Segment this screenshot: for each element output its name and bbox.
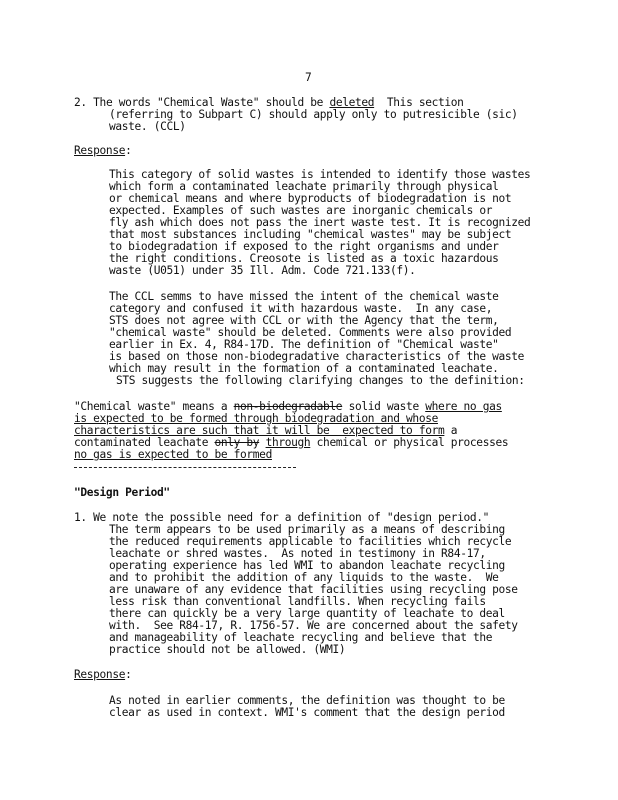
definition-line-5 [74, 449, 272, 461]
comment-item-2-line-3: waste. (CCL) [109, 120, 186, 133]
response-paragraph-1-line: which form a contaminated leachate primarily through physical [109, 180, 499, 193]
response-paragraph-1-line: the right conditions. Creosote is listed as a toxic hazardous [109, 252, 499, 265]
definition-text: "Chemical waste" means a [74, 400, 234, 413]
comment-item-1-line: practice should not be allowed. (WMI) [109, 643, 346, 656]
comment-item-1-line: are unaware of any evidence that facilities using recycling pose [109, 583, 518, 596]
response-paragraph-2-line: The CCL semms to have missed the intent of the chemical waste [109, 290, 499, 303]
comment-item-1-line: the reduced requirements applicable to facilities which recycle [109, 535, 512, 548]
item-number: 2. [74, 96, 87, 109]
response-paragraph-1-line: fly ash which does not pass the inert waste test. It is recognized [109, 216, 531, 229]
response-paragraph-2-line: category and confused it with hazardous waste. In any case, [109, 302, 493, 315]
dashed-divider [74, 467, 296, 469]
inserted-text: characteristics are such that it will be expected to form [74, 424, 445, 437]
response-paragraph-3-line: As noted in earlier comments, the definition was thought to be [109, 694, 505, 707]
response-heading [74, 145, 131, 157]
response-paragraph-1-line: This category of solid wastes is intended to identify those wastes [109, 168, 531, 181]
item-number: 1. [74, 511, 87, 524]
comment-item-1-line: there can quickly be a very large quantity of leachate to deal [109, 607, 505, 620]
response-heading [74, 669, 131, 681]
definition-text: chemical or physical processes [310, 436, 509, 449]
comment-text: We note the possible need for a definition of "design period." [93, 511, 490, 524]
definition-text: solid waste [342, 400, 426, 413]
inserted-text: where no gas [425, 400, 502, 413]
response-paragraph-1-line: to biodegradation if exposed to the right organisms and under [109, 240, 499, 253]
response-paragraph-2-line: which may result in the formation of a contaminated leachate. [109, 362, 499, 375]
response-paragraph-1-line: or chemical means and where byproducts of biodegradation is not [109, 192, 512, 205]
comment-text: The words "Chemical Waste" should be [93, 96, 330, 109]
struck-text: non-biodegradable [233, 400, 343, 413]
comment-item-2-line-2: (referring to Subpart C) should apply only to putresicible (sic) [109, 108, 518, 121]
comment-text: This section [374, 96, 464, 109]
definition-text: contaminated leachate [74, 436, 215, 449]
inserted-text: through [265, 436, 311, 449]
comment-item-1-line: less risk than conventional landfills. When recycling fails [109, 595, 486, 608]
comment-item-1-line: operating experience has led WMI to abandon leachate recycling [109, 559, 505, 572]
comment-item-1-line: and to prohibit the addition of any liquids to the waste. We [109, 571, 499, 584]
inserted-text: no gas is expected to be formed [74, 448, 272, 461]
response-paragraph-2-line: is based on those non-biodegradative characteristics of the waste [109, 350, 525, 363]
comment-item-1-line: The term appears to be used primarily as a means of describing [109, 523, 505, 536]
response-paragraph-1-line: waste (U051) under 35 Ill. Adm. Code 721.133(f). [109, 264, 416, 277]
response-paragraph-1-line: expected. Examples of such wastes are inorganic chemicals or [109, 204, 493, 217]
struck-text: only by [214, 436, 260, 449]
response-label: Response [74, 144, 126, 157]
response-paragraph-2-line: STS does not agree with CCL or with the Agency that the term, [109, 314, 499, 327]
definition-text: a [444, 424, 458, 437]
response-paragraph-3-line: clear as used in context. WMI's comment that the design period [109, 706, 505, 719]
section-heading: "Design Period" [74, 486, 170, 499]
inserted-text: is expected to be formed through biodegradation and whose [74, 412, 438, 425]
page-number: 7 [305, 71, 312, 84]
comment-item-1-line: with. See R84-17, R. 1756-57. We are concerned about the safety [109, 619, 518, 632]
response-paragraph-1-line: that most substances including "chemical wastes" may be subject [109, 228, 512, 241]
response-paragraph-2-line: earlier in Ex. 4, R84-17D. The definition of "Chemical waste" [109, 338, 499, 351]
comment-item-1-line: and manageability of leachate recycling and believe that the [109, 631, 493, 644]
response-paragraph-2-line: STS suggests the following clarifying changes to the definition: [116, 374, 525, 387]
comment-item-1-line: leachate or shred wastes. As noted in testimony in R84-17, [109, 547, 486, 560]
response-colon: : [125, 668, 132, 681]
response-paragraph-2-line: "chemical waste" should be deleted. Comments were also provided [109, 326, 512, 339]
underlined-word: deleted [329, 96, 375, 109]
response-label: Response [74, 668, 126, 681]
response-colon: : [125, 144, 132, 157]
